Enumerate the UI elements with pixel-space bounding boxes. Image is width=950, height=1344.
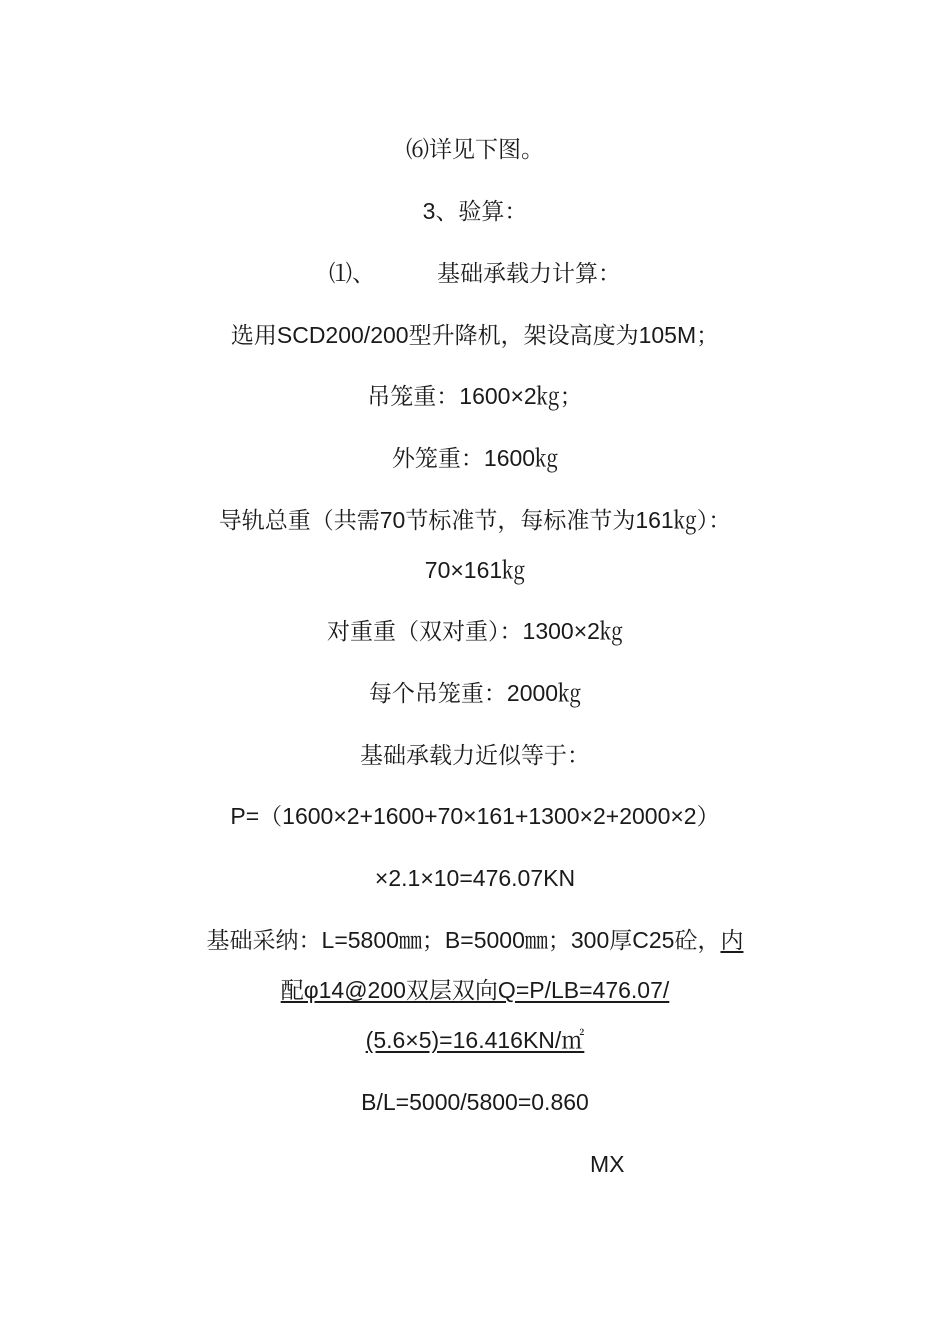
pressure-result-line: (5.6×5)=16.416KN/㎡ — [365, 1027, 585, 1053]
outer-cage-weight-line: 外笼重：1600㎏ — [391, 445, 559, 471]
load-result-line: ×2.1×10=476.07KN — [374, 865, 576, 891]
subsection-1-heading — [0, 258, 950, 288]
ratio-line: B/L=5000/5800=0.860 — [361, 1089, 589, 1115]
foundation-spec-line — [0, 925, 950, 955]
bearing-capacity-heading: 基础承载力近似等于： — [360, 742, 590, 768]
cage-weight-line: 吊笼重：1600×2㎏； — [367, 383, 583, 409]
rail-weight-formula: 70×161㎏ — [424, 557, 526, 583]
foundation-spec-text: 基础采纳：L=5800㎜；B=5000㎜；300厚C25砼， — [206, 927, 721, 953]
load-formula-line: P=（1600×2+1600+70×161+1300×2+2000×2） — [230, 803, 720, 829]
counterweight-line: 对重重（双对重）：1300×2㎏ — [327, 618, 623, 644]
elevator-model-line: 选用SCD200/200型升降机，架设高度为105M； — [230, 322, 720, 348]
foundation-spec-underlined: 内 — [720, 927, 744, 953]
section-3-heading: 3、验算： — [422, 198, 528, 224]
item-6-line: ⑹详见下图。 — [406, 136, 544, 162]
subsection-number: ⑴、 — [329, 260, 375, 286]
rail-weight-line: 导轨总重（共需70节标准节，每标准节为161㎏）： — [218, 507, 732, 533]
reinforcement-line: 配φ14@200双层双向Q=P/LB=476.07/ — [280, 977, 670, 1003]
mx-label: MX — [590, 1151, 625, 1177]
subsection-title: 基础承载力计算： — [437, 260, 621, 286]
per-cage-weight-line: 每个吊笼重：2000㎏ — [368, 680, 582, 706]
